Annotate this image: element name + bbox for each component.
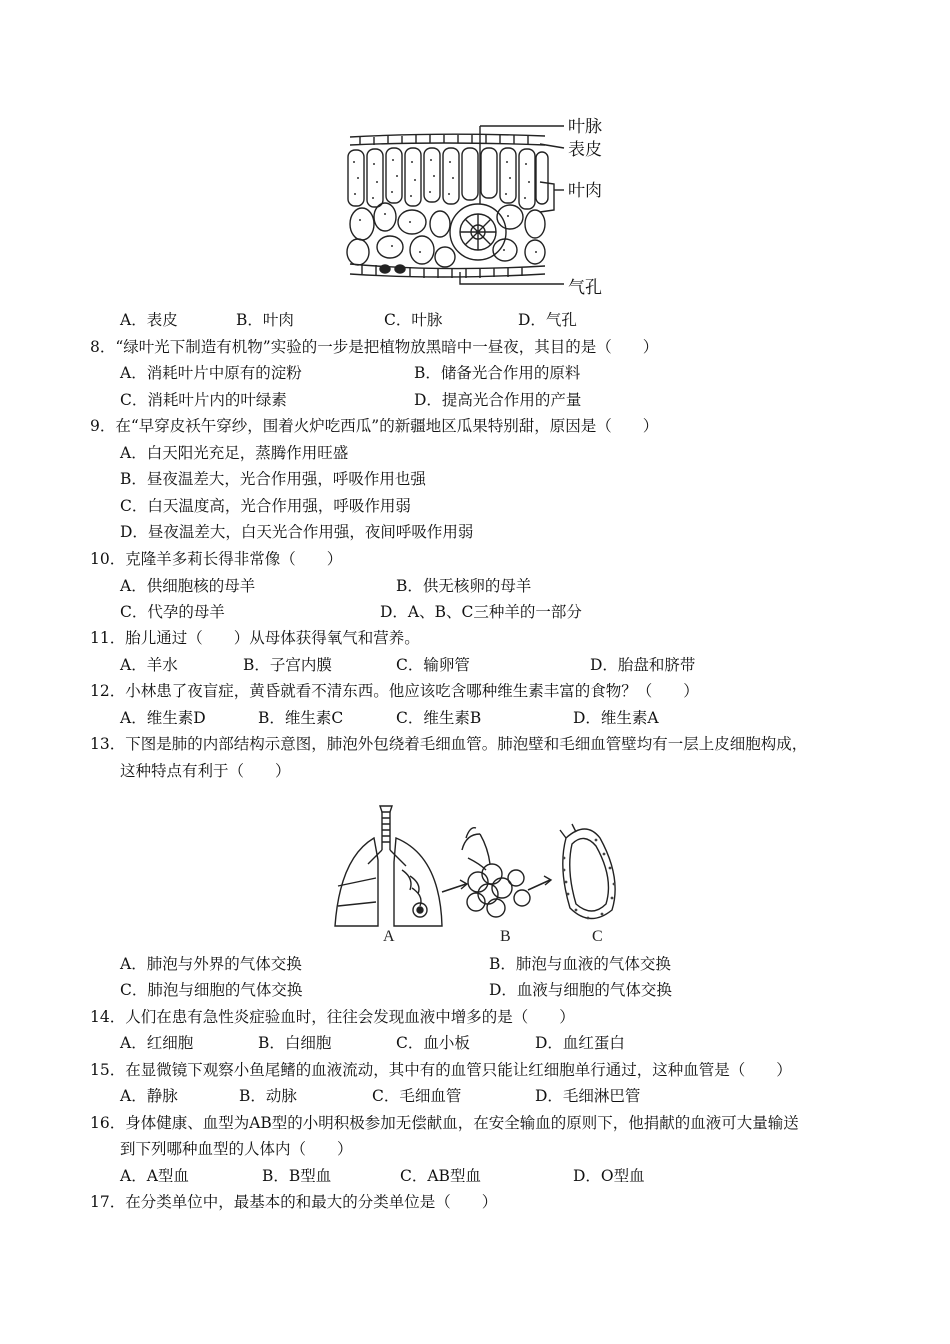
question-16-stem-line1: 16．身体健康、血型为AB型的小明积极参加无偿献血，在安全输血的原则下，他捐献的血液可大量输送 (90, 1114, 799, 1132)
question-12-stem: 12．小林患了夜盲症，黄昏就看不清东西。他应该吃含哪种维生素丰富的食物？（ ） (90, 682, 699, 700)
q12-option-b[interactable]: B．维生素C (258, 709, 344, 727)
q9-option-b[interactable]: B．昼夜温差大，光合作用强，呼吸作用也强 (120, 470, 426, 488)
q8-option-b[interactable]: B．储备光合作用的原料 (414, 364, 581, 382)
question-16-stem-line2: 到下列哪种血型的人体内（ ） (120, 1140, 353, 1158)
question-10-stem: 10．克隆羊多莉长得非常像（ ） (90, 550, 343, 568)
q13-option-a[interactable]: A．肺泡与外界的气体交换 (120, 955, 302, 973)
label-mesophyll: 叶肉 (568, 181, 602, 201)
question-13-stem-line1: 13．下图是肺的内部结构示意图，肺泡外包绕着毛细血管。肺泡壁和毛细血管壁均有一层上皮细胞构成， (90, 735, 808, 753)
figure-label-b: B (500, 928, 511, 945)
question-15-stem: 15．在显微镜下观察小鱼尾鳍的血液流动，其中有的血管只能让红细胞单行通过，这种血管是（ ） (90, 1061, 792, 1079)
q13-option-d[interactable]: D．血液与细胞的气体交换 (489, 981, 672, 999)
label-epidermis: 表皮 (568, 140, 602, 160)
q7-option-d[interactable]: D．气孔 (518, 311, 577, 329)
q14-option-c[interactable]: C．血小板 (396, 1034, 470, 1052)
label-stoma: 气孔 (568, 278, 602, 298)
q16-option-c[interactable]: C．AB型血 (400, 1167, 481, 1185)
q8-option-c[interactable]: C．消耗叶片内的叶绿素 (120, 391, 287, 409)
q11-option-b[interactable]: B．子宫内膜 (243, 656, 332, 674)
q8-option-d[interactable]: D．提高光合作用的产量 (414, 391, 582, 409)
q14-option-a[interactable]: A．红细胞 (120, 1034, 194, 1052)
q11-option-a[interactable]: A．羊水 (120, 656, 178, 674)
q15-option-b[interactable]: B．动脉 (239, 1087, 297, 1105)
q8-option-a[interactable]: A．消耗叶片中原有的淀粉 (120, 364, 302, 382)
q15-option-d[interactable]: D．毛细淋巴管 (535, 1087, 641, 1105)
q12-option-c[interactable]: C．维生素B (396, 709, 482, 727)
q15-option-a[interactable]: A．静脉 (120, 1087, 178, 1105)
leaf-cross-section-figure (340, 112, 620, 302)
question-9-stem: 9．在“早穿皮袄午穿纱，围着火炉吃西瓜”的新疆地区瓜果特别甜，原因是（ ） (90, 417, 659, 435)
q9-option-d[interactable]: D．昼夜温差大，白天光合作用强，夜间呼吸作用弱 (120, 523, 474, 541)
question-13-stem-line2: 这种特点有利于（ ） (120, 762, 291, 780)
question-14-stem: 14．人们在患有急性炎症验血时，往往会发现血液中增多的是（ ） (90, 1008, 575, 1026)
q12-option-d[interactable]: D．维生素A (573, 709, 659, 727)
label-vein: 叶脉 (568, 117, 602, 137)
q10-option-b[interactable]: B．供无核卵的母羊 (396, 577, 532, 595)
figure-label-a: A (383, 928, 395, 945)
q13-option-c[interactable]: C．肺泡与细胞的气体交换 (120, 981, 303, 999)
q10-option-c[interactable]: C．代孕的母羊 (120, 603, 225, 621)
question-17-stem: 17．在分类单位中，最基本的和最大的分类单位是（ ） (90, 1193, 498, 1211)
q15-option-c[interactable]: C．毛细血管 (372, 1087, 462, 1105)
q7-option-c[interactable]: C．叶脉 (384, 311, 443, 329)
q12-option-a[interactable]: A．维生素D (120, 709, 206, 727)
q9-option-a[interactable]: A．白天阳光充足，蒸腾作用旺盛 (120, 444, 349, 462)
q11-option-d[interactable]: D．胎盘和脐带 (590, 656, 696, 674)
q16-option-d[interactable]: D．O型血 (573, 1167, 645, 1185)
lung-structure-figure (330, 798, 630, 946)
figure-label-c: C (592, 928, 603, 945)
q14-option-b[interactable]: B．白细胞 (258, 1034, 332, 1052)
question-11-stem: 11．胎儿通过（ ）从母体获得氧气和营养。 (90, 629, 420, 647)
q16-option-a[interactable]: A．A型血 (120, 1167, 189, 1185)
q7-option-a[interactable]: A．表皮 (120, 311, 178, 329)
q14-option-d[interactable]: D．血红蛋白 (535, 1034, 625, 1052)
q9-option-c[interactable]: C．白天温度高，光合作用强，呼吸作用弱 (120, 497, 411, 515)
q10-option-a[interactable]: A．供细胞核的母羊 (120, 577, 256, 595)
question-8-stem: 8．“绿叶光下制造有机物”实验的一步是把植物放黑暗中一昼夜，其目的是（ ） (90, 338, 659, 356)
q10-option-d[interactable]: D．A、B、C三种羊的一部分 (380, 603, 582, 621)
q11-option-c[interactable]: C．输卵管 (396, 656, 470, 674)
q7-option-b[interactable]: B．叶肉 (236, 311, 294, 329)
q16-option-b[interactable]: B．B型血 (262, 1167, 332, 1185)
q13-option-b[interactable]: B．肺泡与血液的气体交换 (489, 955, 671, 973)
